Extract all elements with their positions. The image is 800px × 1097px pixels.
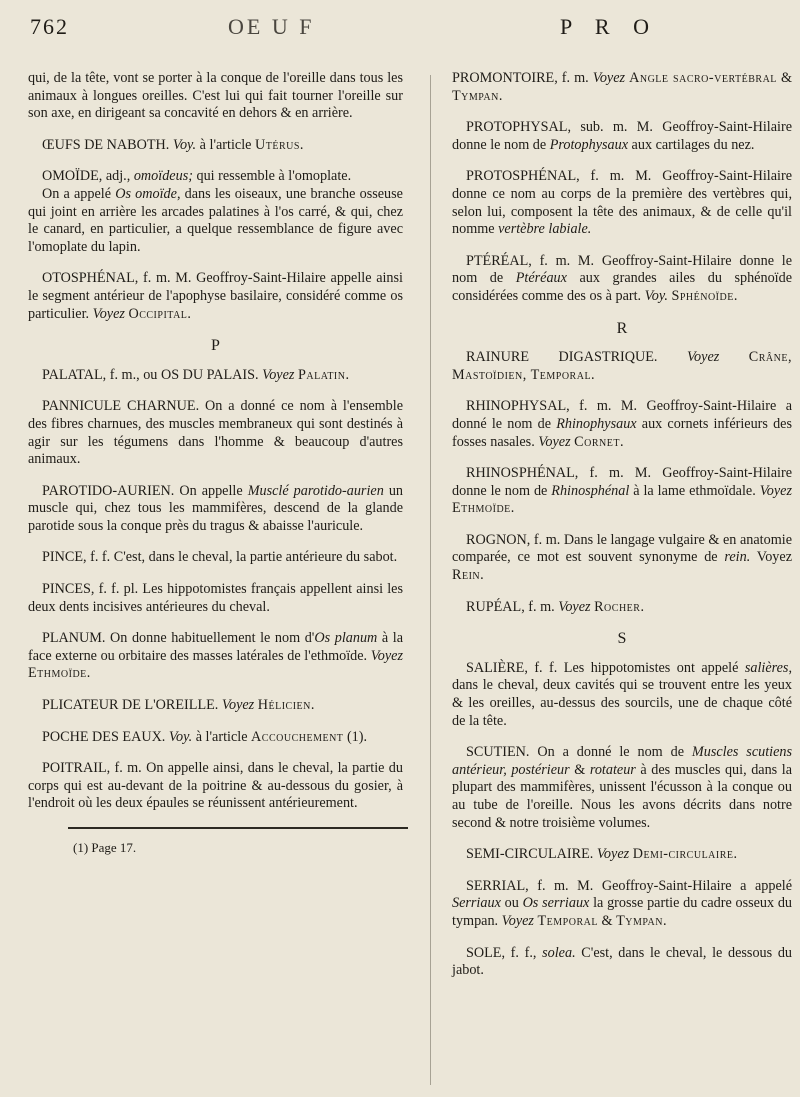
entry-saliere: SALIÈRE, f. f. Les hippotomistes ont appelé salières, dans le cheval, deux cavités qui se trouvent entre les yeux & les oreilles, au-dessus des sourcils, une de chaque côté de la tête. — [452, 659, 792, 729]
entry-protophysal: PROTOPHYSAL, sub. m. M. Geoffroy-Saint-Hilaire donne le nom de Protophysaux aux cartilages du nez. — [452, 119, 792, 153]
left-column — [28, 70, 403, 857]
entry-sole: SOLE, f. f., solea. C'est, dans le cheval, le dessous du jabot. — [452, 944, 793, 979]
entry-rhinophysal: RHINOPHYSAL, f. m. M. Geoffroy-Saint-Hilaire a donné le nom de Rhinophysaux aux cornets inférieurs des fosses nasales. Voyez Cornet. — [452, 398, 792, 450]
entry-semi-circulaire: SEMI-CIRCULAIRE. Voyez Demi-circulaire. — [466, 846, 738, 863]
entry-plicateur: PLICATEUR DE L'OREILLE. Voyez Hélicien. — [42, 697, 315, 714]
entry-planum: PLANUM. On donne habituellement le nom d'Os planum à la face externe ou orbitaire des masses latérales de l'ethmoïde. Voyez Ethmoïde. — [28, 630, 403, 682]
entry-continuation: qui, de la tête, vont se porter à la conque de l'oreille dans tous les animaux à longues oreilles. C'est lui qui fait tourner l'oreille sur son axe, en dirigeant sa concavité en dehors & en arrière. — [28, 70, 403, 122]
section-letter-s: S — [617, 630, 627, 648]
entry-promontoire: PROMONTOIRE, f. m. Voyez Angle sacro-vertébral & Tympan. — [452, 70, 793, 104]
entry-oeufs: ŒUFS DE NABOTH. Voy. à l'article Utérus. — [42, 136, 304, 153]
running-head-left: OE U F — [228, 14, 315, 39]
section-letter-p: P — [211, 337, 220, 355]
entry-rhinosphenal: RHINOSPHÉNAL, f. m. M. Geoffroy-Saint-Hilaire donne le nom de Rhinosphénal à la lame ethmoïdale. Voyez Ethmoïde. — [452, 465, 792, 517]
entry-palatal: PALATAL, f. m., ou OS DU PALAIS. Voyez Palatin. — [42, 366, 350, 383]
footnote-rule — [68, 827, 408, 829]
footnote: (1) Page 17. — [73, 840, 137, 855]
entry-omoide: OMOÏDE, adj., omoïdeus; qui ressemble à l'omoplate. On a appelé Os omoïde, dans les oiseaux, une branche osseuse qui joint en arrière les arcades palatines à l'os carré, & qui, chez le canard, en particulier, a quelque ressemblance de figure avec l'omoplate du lapin. — [28, 168, 403, 255]
entry-otosphenal: OTOSPHÉNAL, f. m. M. Geoffroy-Saint-Hilaire appelle ainsi le segment antérieur de l'apophyse basilaire, considéré comme os particulier. Voyez Occipital. — [28, 270, 403, 322]
running-head-right: P R O — [560, 14, 658, 39]
entry-pterreal: PTÉRÉAL, f. m. M. Geoffroy-Saint-Hilaire donne le nom de Ptéréaux aux grandes ailes du sphénoïde considérées comme des os à part. Voy. Sphénoïde. — [452, 252, 792, 304]
entry-scutien: SCUTIEN. On a donné le nom de Muscles scutiens antérieur, postérieur & rotateur à des muscles qui, dans la plupart des mammifères, unissent l'écusson à la conque ou au tube de l'oreille. Nous les avons décrits dans notre second & notre troisième volumes. — [452, 744, 793, 831]
right-column — [452, 70, 792, 994]
entry-poche: POCHE DES EAUX. Voy. à l'article Accouchement (1). — [42, 728, 368, 745]
entry-rainure: RAINURE DIGASTRIQUE. Voyez Crâne, Mastoïdien, Temporal. — [452, 349, 793, 383]
page-number: 762 — [30, 14, 69, 39]
entry-rognon: ROGNON, f. m. Dans le langage vulgaire & en anatomie comparée, ce mot est souvent synonyme de rein. Voyez Rein. — [452, 531, 792, 584]
entry-protosphenal: PROTOSPHÉNAL, f. m. M. Geoffroy-Saint-Hilaire donne ce nom au corps de la première des vertèbres qui, selon lui, composent la tête des animaux, & de celle qu'il nomme vertèbre labiale. — [452, 168, 792, 238]
entry-serrial: SERRIAL, f. m. M. Geoffroy-Saint-Hilaire a appelé Serriaux ou Os serriaux la grosse partie du cadre osseux du tympan. Voyez Temporal & Tympan. — [452, 877, 793, 929]
column-divider — [430, 75, 431, 1085]
section-letter-r: R — [616, 319, 628, 337]
entry-pannicule: PANNICULE CHARNUE. On a donné ce nom à l'ensemble des fibres charnues, des muscles membraneux qui sont destinés à agir sur les tégumens dans l'homme & beaucoup d'autres animaux. — [28, 398, 404, 468]
entry-parotido-aurien: PAROTIDO-AURIEN. On appelle Musclé parotido-aurien un muscle qui, chez tous les mammifères, descend de la glande parotide sous la conque près du tragus & abaisse l'auricule. — [28, 482, 404, 534]
entry-poitrail: POITRAIL, f. m. On appelle ainsi, dans le cheval, la partie du corps qui est au-devant de la poitrine & au-dessous du gosier, à l'endroit où les deux épaules se réunissent antérieurement. — [28, 760, 403, 812]
entry-rupeal: RUPÉAL, f. m. Voyez Rocher. — [466, 598, 645, 615]
entry-pinces: PINCES, f. f. pl. Les hippotomistes français appellent ainsi les deux dents incisives antérieures du cheval. — [28, 581, 403, 615]
entry-pince: PINCE, f. f. C'est, dans le cheval, la partie antérieure du sabot. — [42, 549, 398, 566]
